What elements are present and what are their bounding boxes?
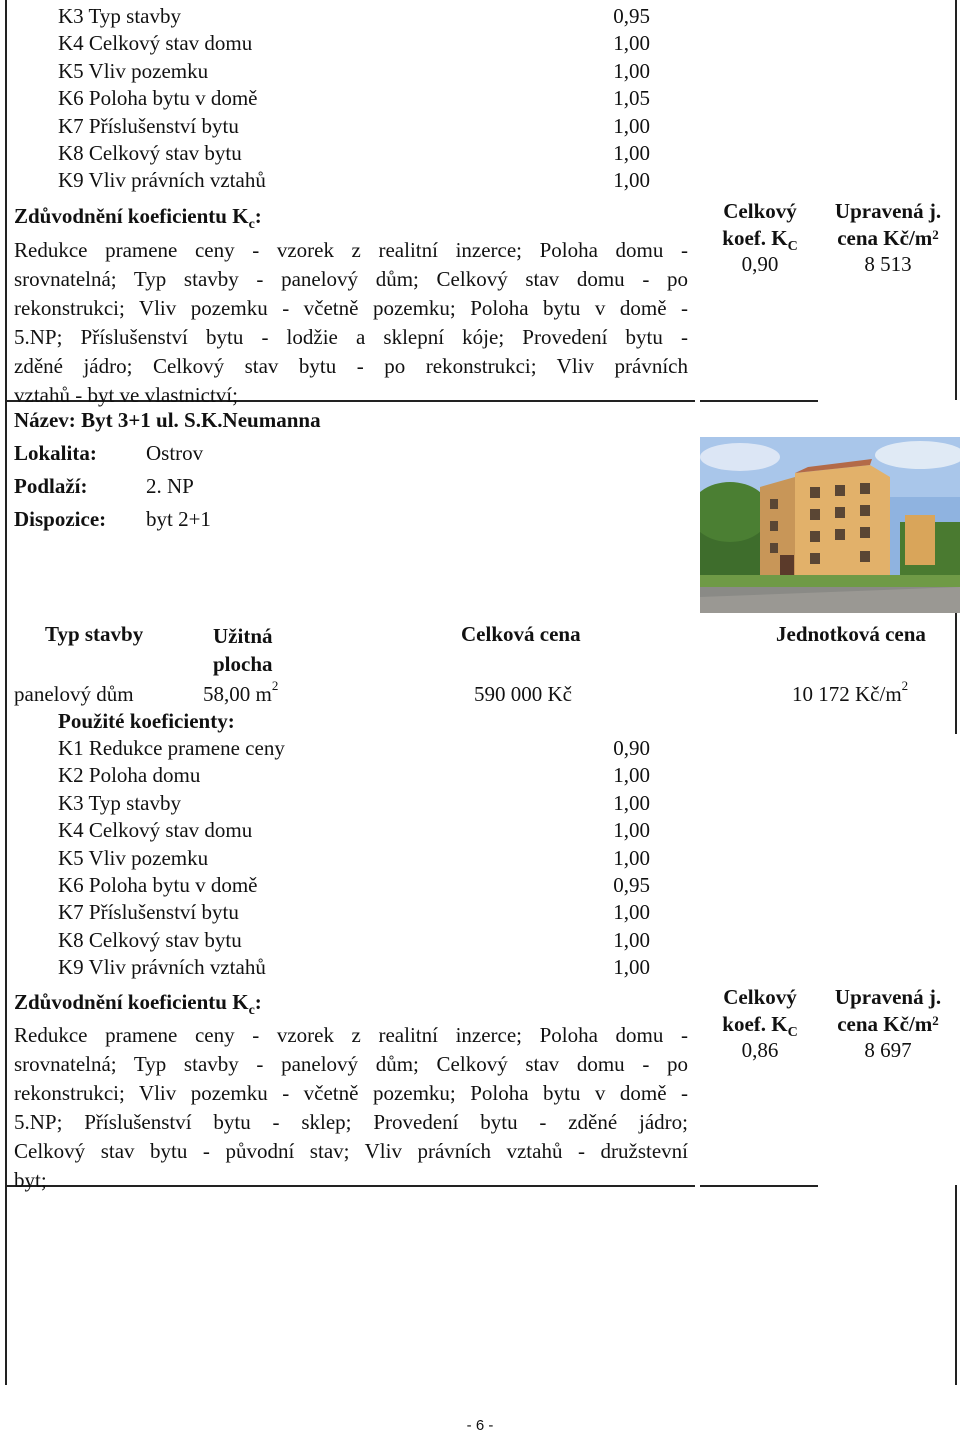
coefficient-row bbox=[58, 168, 650, 195]
coefficient-row bbox=[58, 900, 650, 927]
justification-line: srovnatelná; Typ stavby - panelový dům; Celkový stav domu - po bbox=[14, 1052, 688, 1076]
coefficient-row bbox=[58, 736, 650, 763]
coefficient-label: K1 Redukce pramene ceny bbox=[58, 736, 285, 760]
coefficient-value: 0,90 bbox=[613, 736, 650, 760]
row-building-type: panelový dům bbox=[14, 682, 134, 706]
block2-adjusted-price-value: 8 697 bbox=[864, 1038, 912, 1062]
coefficient-value: 0,95 bbox=[613, 873, 650, 897]
locality-value: Ostrov bbox=[146, 441, 204, 465]
block2-total-coef-label: Celkový koef. $K_C$ bbox=[722, 985, 798, 1041]
justification-line: 5.NP; Příslušenství bytu - sklep; Provedení bytu - zděné jádro; bbox=[14, 1110, 688, 1134]
justification-line: byt; bbox=[14, 1168, 47, 1192]
coefficient-row bbox=[58, 59, 650, 86]
block1-justification-text bbox=[14, 236, 688, 410]
coefficient-value: 1,00 bbox=[613, 955, 650, 980]
coefficient-row bbox=[58, 114, 650, 141]
coefficient-value: 1,00 bbox=[613, 113, 650, 138]
justification-line: Celkový stav bytu - původní stav; Vliv právních vztahů - družstevní bbox=[14, 1139, 688, 1163]
col-header-unit-price: Jednotková cena bbox=[776, 622, 926, 646]
coefficient-value: 1,00 bbox=[613, 900, 650, 925]
col-header-area: Užitná plocha bbox=[213, 624, 273, 676]
coefficient-value: 1,00 bbox=[613, 168, 650, 193]
coefficient-row bbox=[58, 4, 650, 31]
coefficient-label: K9 Vliv právních vztahů bbox=[58, 955, 266, 980]
coefficient-row bbox=[58, 763, 650, 790]
page-number: - 6 - bbox=[466, 1417, 494, 1434]
coefficient-row bbox=[58, 31, 650, 58]
coefficient-value: 0,95 bbox=[613, 4, 650, 28]
block1-total-coef-label: Celkový koef. $K_C$ bbox=[722, 199, 798, 255]
coefficient-value: 1,00 bbox=[613, 763, 650, 788]
justification-line: rekonstrukci; Vliv pozemku - včetně pozemku; Poloha bytu v domě - bbox=[14, 1081, 688, 1105]
block2-bottom-line-right bbox=[700, 1185, 818, 1187]
frame-left-line bbox=[5, 0, 7, 1385]
coefficient-label: K4 Celkový stav domu bbox=[58, 818, 253, 843]
block2-justification-heading: Zdůvodnění koeficientu $K_c$: bbox=[14, 990, 262, 1019]
coefficient-row bbox=[58, 873, 650, 900]
coefficient-row bbox=[58, 818, 650, 845]
block1-adjusted-price-label: Upravená j. cena $Kč/m^2$ bbox=[834, 199, 942, 250]
coefficient-label: K6 Poloha bytu v domě bbox=[58, 873, 258, 897]
block2-total-coef-value: 0,86 bbox=[741, 1038, 779, 1062]
justification-line: 5.NP; Příslušenství bytu - lodžie a sklepní kóje; Provedení bytu - bbox=[14, 325, 688, 349]
coefficient-label: K5 Vliv pozemku bbox=[58, 58, 209, 83]
building-photo-svg bbox=[700, 437, 960, 613]
block1-adjusted-price-value: 8 513 bbox=[864, 252, 912, 276]
col-header-total-price: Celková cena bbox=[461, 622, 581, 646]
justification-line: Redukce pramene ceny - vzorek z realitní inzerce; Poloha domu - bbox=[14, 1023, 688, 1047]
coefficient-label: K2 Poloha domu bbox=[58, 763, 201, 788]
property-name: Název: Byt 3+1 ul. S.K.Neumanna bbox=[14, 408, 321, 432]
coefficient-label: K3 Typ stavby bbox=[58, 4, 181, 28]
coefficient-value: 1,00 bbox=[613, 927, 650, 952]
frame-right-line-mid bbox=[955, 612, 957, 734]
coefficient-label: K8 Celkový stav bytu bbox=[58, 927, 242, 952]
frame-right-line-bottom bbox=[955, 1185, 957, 1385]
coefficient-value: 1,00 bbox=[613, 58, 650, 83]
block2-coefficients-heading: Použité koeficienty: bbox=[58, 709, 235, 733]
coefficient-value: 1,00 bbox=[613, 845, 650, 870]
coefficient-label: K7 Příslušenství bytu bbox=[58, 113, 239, 138]
coefficient-value: 1,00 bbox=[613, 790, 650, 815]
coefficient-label: K5 Vliv pozemku bbox=[58, 845, 209, 870]
block2-adjusted-price-label: Upravená j. cena $Kč/m^2$ bbox=[834, 985, 942, 1036]
coefficient-label: K6 Poloha bytu v domě bbox=[58, 86, 258, 111]
layout-value: byt 2+1 bbox=[146, 507, 211, 531]
coefficient-row bbox=[58, 141, 650, 168]
col-header-building-type: Typ stavby bbox=[45, 622, 144, 646]
coefficient-row bbox=[58, 86, 650, 113]
coefficient-label: K3 Typ stavby bbox=[58, 790, 181, 815]
row-area: 58,00 $m^2$ bbox=[203, 678, 279, 706]
floor-value: 2. NP bbox=[146, 474, 194, 498]
block1-total-coef-value: 0,90 bbox=[741, 252, 779, 276]
block1-justification-heading: Zdůvodnění koeficientu $K_c$: bbox=[14, 204, 262, 233]
coefficient-label: K4 Celkový stav domu bbox=[58, 31, 253, 56]
block2-justification-text bbox=[14, 1021, 688, 1195]
coefficient-value: 1,00 bbox=[613, 31, 650, 56]
block1-bottom-line-right bbox=[700, 400, 818, 402]
row-total-price: 590 000 Kč bbox=[474, 682, 572, 706]
coefficient-label: K9 Vliv právních vztahů bbox=[58, 168, 266, 193]
justification-line: rekonstrukci; Vliv pozemku - včetně pozemku; Poloha bytu v domě - bbox=[14, 296, 688, 320]
coefficient-value: 1,05 bbox=[613, 86, 650, 111]
justification-line: zděné jádro; Celkový stav bytu - po rekonstrukci; Vliv právních bbox=[14, 354, 688, 378]
coefficient-label: K7 Příslušenství bytu bbox=[58, 900, 239, 925]
coefficient-value: 1,00 bbox=[613, 818, 650, 843]
coefficient-row bbox=[58, 846, 650, 873]
coefficient-value: 1,00 bbox=[613, 141, 650, 165]
row-unit-price: 10 172 $Kč/m^2$ bbox=[792, 678, 909, 706]
layout-label: Dispozice: bbox=[14, 507, 107, 531]
coefficient-row bbox=[58, 791, 650, 818]
building-photo bbox=[700, 437, 960, 613]
coefficient-row bbox=[58, 955, 650, 982]
coefficient-row bbox=[58, 928, 650, 955]
floor-label: Podlaží: bbox=[14, 474, 88, 498]
justification-line: Redukce pramene ceny - vzorek z realitní inzerce; Poloha domu - bbox=[14, 238, 688, 262]
locality-label: Lokalita: bbox=[14, 441, 97, 465]
justification-line: srovnatelná; Typ stavby - panelový dům; Celkový stav domu - po bbox=[14, 267, 688, 291]
coefficient-label: K8 Celkový stav bytu bbox=[58, 141, 242, 165]
justification-line: vztahů - byt ve vlastnictví; bbox=[14, 383, 238, 407]
